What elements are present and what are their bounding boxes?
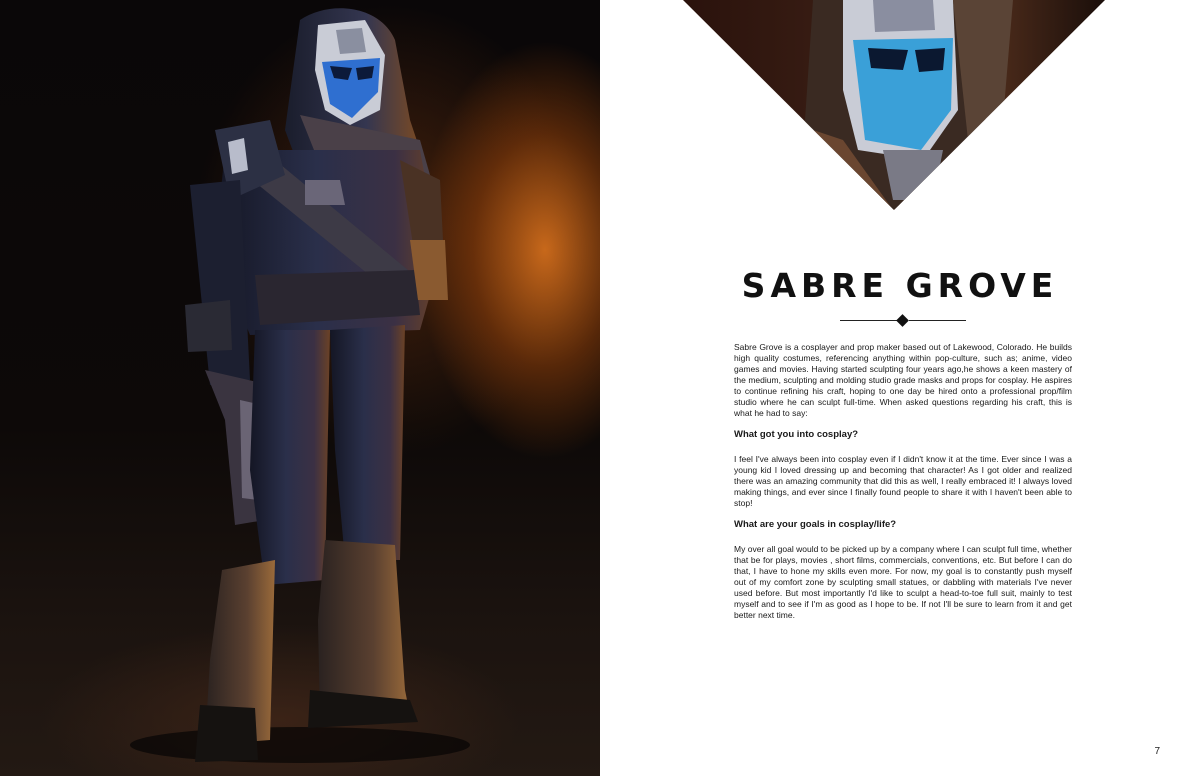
cosplayer-mask-closeup-photo: [683, 0, 1105, 210]
diamond-ornament-icon: [896, 314, 909, 327]
divider-line-right: [909, 320, 966, 321]
intro-paragraph: Sabre Grove is a cosplayer and prop maker based out of Lakewood, Colorado. He builds high quality costumes, referencing anything within pop-culture, such as; anime, video games and movies. Having started sculpting four years ago,he shows a keen mastery of the medium, sculpting and molding studio grade masks and props for cosplay. He aspires to continue refining his craft, hoping to one day be hired onto a professional prop/film studio where he can sculpt full-time. When asked questions regarding his craft, this is what he had to say:: [734, 342, 1072, 418]
answer-paragraph: I feel I've always been into cosplay even if I didn't know it at the time. Ever since I was a young kid I loved dressing up and becoming that character! As I got older and realized there was an amazing community that did this as well, I really embraced it! I always loved making things, and ever since I finally found people to share it with I haven't been able to stop!: [734, 454, 1072, 508]
answer-paragraph: My over all goal would to be picked up by a company where I can sculpt full time, whether that be for plays, movies , short films, commercials, conventions, etc. But before I can do that, I have to hone my skills even more. For now, my goal is to constantly push myself out of my comfort zone by sculpting small statues, or dabbling with materials I've never used before. But most importantly I'd like to sculpt a head-to-toe full suit, mainly to test myself and to see if I'm as good as I hope to be. If not I'll be sure to learn from it and get better next time.: [734, 544, 1072, 620]
article-page: [600, 0, 1200, 776]
question-heading: What are your goals in cosplay/life?: [734, 519, 897, 530]
question-heading: What got you into cosplay?: [734, 429, 859, 440]
page-title: SABRE GROVE: [741, 266, 1059, 305]
title-divider: [840, 314, 966, 328]
page-number: 7: [1154, 746, 1160, 757]
divider-line-left: [840, 320, 897, 321]
article-body: [734, 342, 1072, 621]
